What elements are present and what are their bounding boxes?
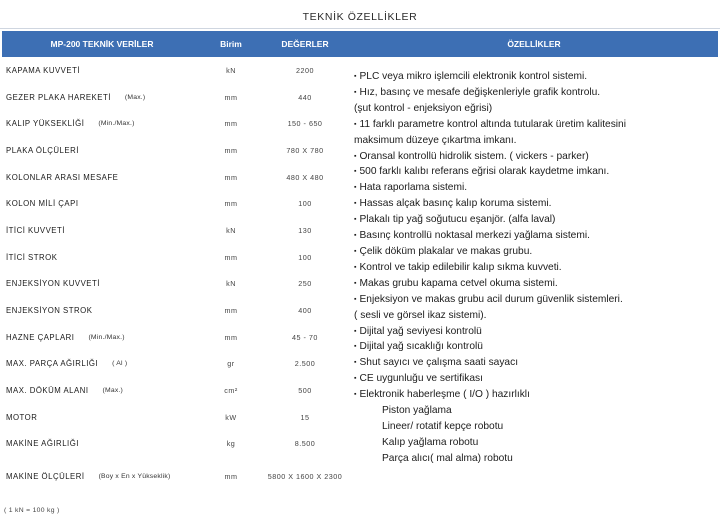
spec-name: MAKİNE ÖLÇÜLERİ — [6, 471, 85, 481]
features-list — [354, 69, 716, 467]
spec-name: MAKİNE AĞIRLIĞI — [6, 439, 79, 449]
feature-item: ▪ Hassas alçak basınç kalıp koruma sistemi. — [354, 196, 716, 212]
feature-item: ▪ Enjeksiyon ve makas grubu acil durum güvenlik sistemleri. — [354, 292, 716, 308]
spec-name-cell — [6, 57, 94, 84]
spec-unit: mm — [224, 119, 238, 129]
feature-item: ▪ 11 farklı parametre kontrol altında tutularak üretim kalitesini — [354, 117, 716, 133]
spec-row — [2, 457, 348, 495]
spec-name-cell — [6, 164, 132, 191]
spec-name: PLAKA ÖLÇÜLERİ — [6, 145, 79, 155]
table-header — [2, 31, 718, 57]
spec-name-cell — [6, 190, 93, 217]
spec-unit: kW — [225, 412, 237, 422]
feature-item: ▪ Hata raporlama sistemi. — [354, 180, 716, 196]
spec-row — [2, 351, 348, 378]
spec-name-cell — [6, 377, 123, 404]
spec-name: MAX. DÖKÜM ALANI — [6, 386, 89, 396]
feature-item: ▪ Çelik döküm plakalar ve makas grubu. — [354, 244, 716, 260]
page-title: TEKNİK ÖZELLİKLER — [0, 5, 720, 29]
spec-name-cell — [6, 297, 106, 324]
spec-unit: mm — [224, 199, 238, 209]
feature-item: Kalıp yağlama robotu — [382, 436, 479, 448]
spec-name-cell — [6, 84, 145, 111]
feature-item: ▪ Elektronik haberleşme ( I/O ) hazırlıklı — [354, 387, 716, 403]
spec-row — [2, 110, 348, 137]
header-features: ÖZELLİKLER — [507, 39, 561, 49]
spec-name: İTİCİ STROK — [6, 252, 58, 262]
spec-unit: mm — [224, 471, 238, 481]
spec-qualifier: (Boy x En x Yükseklik) — [98, 472, 171, 480]
feature-item: maksimum düzeye çıkartma imkanı. — [354, 134, 517, 146]
feature-item: ▪ Hız, basınç ve mesafe değişkenleriyle grafik kontrolu. — [354, 85, 716, 101]
spec-row — [2, 57, 348, 84]
spec-row — [2, 324, 348, 351]
spec-name: KALIP YÜKSEKLİĞİ — [6, 119, 85, 129]
spec-value: 780 X 780 — [286, 145, 324, 155]
spec-unit: cm² — [224, 386, 238, 396]
spec-value: 100 — [298, 252, 312, 262]
spec-unit: mm — [224, 306, 238, 316]
feature-item: Piston yağlama — [382, 405, 452, 417]
spec-name-cell — [6, 351, 127, 378]
spec-name-cell — [6, 271, 114, 298]
spec-qualifier: ( Al ) — [112, 360, 128, 368]
spec-name-cell — [6, 457, 170, 495]
feature-item: ▪ Basınç kontrollü noktasal merkezi yağlama sistemi. — [354, 228, 716, 244]
spec-value: 500 — [298, 386, 312, 396]
feature-item: ▪ CE uygunluğu ve sertifikası — [354, 371, 716, 387]
spec-value: 100 — [298, 199, 312, 209]
spec-row — [2, 84, 348, 111]
spec-unit: gr — [227, 359, 235, 369]
spec-name-cell — [6, 244, 71, 271]
spec-value: 15 — [300, 412, 310, 422]
feature-item: ▪ Kontrol ve takip edilebilir kalıp sıkma kuvveti. — [354, 260, 716, 276]
spec-qualifier: (Min./Max.) — [88, 333, 125, 341]
spec-unit: mm — [224, 332, 238, 342]
spec-name-cell — [6, 217, 79, 244]
spec-row — [2, 431, 348, 458]
spec-unit: kN — [226, 279, 236, 289]
header-tech-data: MP-200 TEKNİK VERİLER — [50, 39, 154, 49]
spec-name-cell — [6, 324, 125, 351]
spec-qualifier: (Max.) — [124, 93, 146, 101]
spec-name: GEZER PLAKA HAREKETİ — [6, 92, 111, 102]
spec-unit: kN — [226, 225, 236, 235]
spec-unit: mm — [224, 145, 238, 155]
feature-item: ▪ Dijital yağ sıcaklığı kontrolü — [354, 339, 716, 355]
feature-item: ▪ Makas grubu kapama cetvel okuma sistemi. — [354, 276, 716, 292]
spec-name: MAX. PARÇA AĞIRLIĞI — [6, 359, 99, 369]
feature-item: (şut kontrol - enjeksiyon eğrisi) — [354, 102, 493, 114]
spec-name: HAZNE ÇAPLARI — [6, 332, 75, 342]
spec-row — [2, 377, 348, 404]
spec-row — [2, 244, 348, 271]
spec-value: 150 - 650 — [287, 119, 323, 129]
spec-name-cell — [6, 137, 93, 164]
spec-value: 440 — [298, 92, 312, 102]
feature-item: ( sesli ve görsel ikaz sistemi). — [354, 309, 487, 321]
feature-item: ▪ Dijital yağ seviyesi kontrolü — [354, 324, 716, 340]
spec-row — [2, 164, 348, 191]
spec-value: 480 X 480 — [286, 172, 324, 182]
spec-name: ENJEKSİYON STROK — [6, 306, 93, 316]
feature-item: ▪ 500 farklı kalıbı referans eğrisi olarak kaydetme imkanı. — [354, 164, 716, 180]
spec-unit: mm — [224, 92, 238, 102]
footnote: ( 1 kN = 100 kg ) — [4, 507, 60, 514]
spec-qualifier: (Min./Max.) — [98, 120, 135, 128]
spec-name: KAPAMA KUVVETİ — [6, 65, 81, 75]
spec-value: 2.500 — [294, 359, 316, 369]
spec-value: 5800 X 1600 X 2300 — [267, 471, 343, 481]
spec-row — [2, 190, 348, 217]
spec-name: MOTOR — [6, 412, 38, 422]
spec-name: İTİCİ KUVVETİ — [6, 225, 65, 235]
feature-item: ▪ Oransal kontrollü hidrolik sistem. ( vickers - parker) — [354, 149, 716, 165]
feature-item: ▪ PLC veya mikro işlemcili elektronik kontrol sistemi. — [354, 69, 716, 85]
spec-name-cell — [6, 431, 93, 458]
spec-name: KOLON MİLİ ÇAPI — [6, 199, 79, 209]
spec-value: 2200 — [296, 65, 314, 75]
spec-name-cell — [6, 404, 51, 431]
spec-name: ENJEKSİYON KUVVETİ — [6, 279, 100, 289]
feature-item: ▪ Shut sayıcı ve çalışma saati sayacı — [354, 355, 716, 371]
spec-qualifier: (Max.) — [102, 387, 123, 395]
spec-row — [2, 271, 348, 298]
spec-unit: kN — [226, 65, 236, 75]
spec-unit: kg — [226, 439, 236, 449]
spec-row — [2, 217, 348, 244]
spec-value: 45 - 70 — [292, 332, 318, 342]
spec-row — [2, 137, 348, 164]
spec-value: 8.500 — [294, 439, 316, 449]
spec-row — [2, 404, 348, 431]
spec-table — [2, 57, 348, 495]
spec-row — [2, 297, 348, 324]
spec-value: 250 — [298, 279, 312, 289]
spec-name: KOLONLAR ARASI MESAFE — [6, 172, 119, 182]
feature-item: ▪ Plakalı tip yağ soğutucu eşanjör. (alfa laval) — [354, 212, 716, 228]
spec-name-cell — [6, 110, 135, 137]
spec-value: 400 — [298, 306, 312, 316]
spec-value: 130 — [298, 225, 312, 235]
header-unit: Birim — [220, 39, 242, 49]
feature-item: Lineer/ rotatif kepçe robotu — [382, 420, 504, 432]
spec-unit: mm — [224, 172, 238, 182]
header-values: DEĞERLER — [281, 39, 329, 49]
feature-item: Parça alıcı( mal alma) robotu — [382, 452, 513, 464]
spec-unit: mm — [224, 252, 238, 262]
